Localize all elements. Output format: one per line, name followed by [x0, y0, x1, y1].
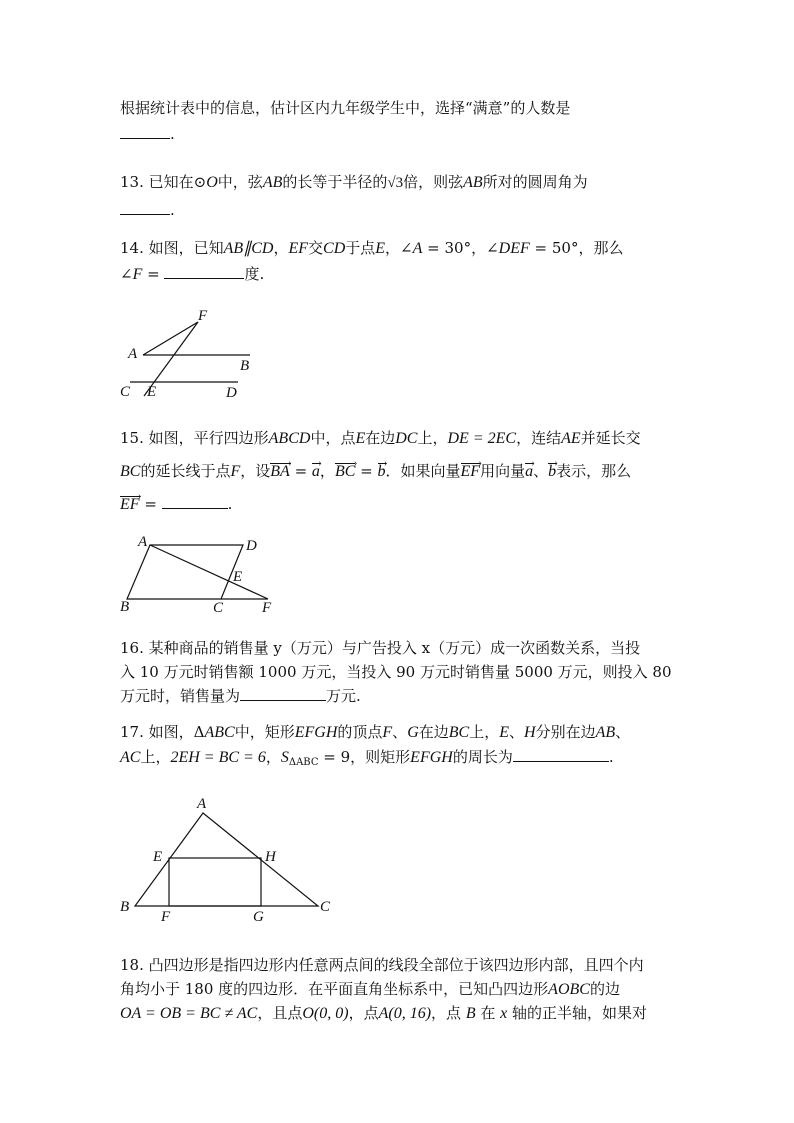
fig15-label-C: C	[213, 600, 224, 616]
p14-text: 交	[308, 239, 324, 257]
p15-text: 的延长线于点	[140, 462, 231, 480]
p16-text: 入 10 万元时销售额 1000 万元，当投入 90 万元时销售量 5000 万元，则投入 80	[120, 663, 672, 681]
p17-area-symbol: S	[280, 749, 289, 766]
p15-text: 上，	[417, 429, 448, 447]
p17-text: ，则矩形	[350, 748, 411, 766]
p17-text: 的周长为	[452, 748, 513, 766]
fig17-rectangle-EFGH	[169, 858, 261, 906]
p18-point-A: A(0, 16)	[378, 1005, 432, 1022]
p17-period: .	[608, 748, 614, 766]
p15-text: 表示，那么	[556, 462, 632, 480]
fig14-label-E: E	[147, 384, 157, 400]
p13-text: 中，弦	[217, 173, 263, 191]
p15-eq: =	[355, 462, 378, 480]
p14-eq: =	[142, 265, 165, 283]
p15-equation: DE = 2EC	[447, 430, 517, 447]
p17-text: 中，矩形	[234, 723, 295, 741]
p15-text: 用向量	[480, 462, 526, 480]
p18-text: 的边	[589, 980, 620, 998]
p14-unit: 度.	[244, 265, 265, 283]
p17-number: 17.	[120, 723, 144, 741]
p17-text: 上，	[469, 723, 500, 741]
p13-period: .	[170, 201, 175, 219]
p17-var-G: G	[407, 724, 419, 741]
p13-text: 倍，则弦	[403, 173, 464, 191]
p17-text: 分别在边	[535, 723, 596, 741]
p17-var-F: F	[382, 724, 393, 741]
p17-var-ABC: ABC	[204, 724, 235, 741]
p14-var-A: A	[412, 240, 423, 257]
p15-text: 如图，平行四边形	[148, 429, 269, 447]
p15-text: ．如果向量	[385, 462, 461, 480]
fig14-label-C: C	[120, 384, 131, 400]
p15-var-DC: DC	[395, 430, 418, 447]
fig17-label-B: B	[120, 899, 130, 915]
p12-text: 根据统计表中的信息，估计区内九年级学生中，选择“满意”的人数是	[120, 99, 571, 117]
p14-text: 如图，已知	[148, 239, 224, 257]
p15-text: ，设	[240, 462, 271, 480]
sqrt-three: √3	[387, 175, 404, 191]
p15-vector-b: b ›	[378, 462, 386, 482]
p17-text: 如图，Δ	[148, 723, 205, 741]
p18-equation: OA = OB = BC ≠ AC	[120, 1005, 258, 1022]
p14-text: = 50°，那么	[529, 239, 624, 257]
fig15-label-A: A	[138, 534, 148, 550]
p18-text: 轴的正半轴，如果对	[507, 1004, 648, 1022]
p13-text: 的长等于半径的	[282, 173, 388, 191]
figure-17	[120, 796, 331, 925]
fig17-label-H: H	[265, 849, 276, 865]
p18-point-O: O(0, 0)	[302, 1005, 349, 1022]
p17-text: 、	[615, 723, 631, 741]
p15-number: 15.	[120, 429, 144, 447]
p14-text: = 30°，∠	[422, 239, 499, 257]
p17-text: 、	[509, 723, 525, 741]
p15-text: ，	[319, 462, 335, 480]
p14-angle-sign: ∠	[120, 265, 133, 283]
p14-var-F: F	[132, 266, 143, 283]
p17-text: 在边	[418, 723, 449, 741]
p18-text: 18. 凸四边形是指四边形内任意两点间的线段全部位于该四边形内部，且四个内	[120, 956, 644, 974]
figure-15	[120, 534, 272, 616]
p15-text: ，连结	[516, 429, 562, 447]
p15-eq: =	[139, 495, 162, 513]
p17-area-value: = 9	[318, 748, 351, 766]
circle-symbol-icon: ⊙	[193, 173, 207, 191]
p17-equation: 2EH = BC = 6	[170, 749, 266, 766]
fig17-label-G: G	[253, 909, 264, 925]
fig14-label-F: F	[198, 308, 208, 324]
p18-var-B: B	[465, 1005, 476, 1022]
fig15-label-F: F	[262, 600, 272, 616]
p15-var-ABCD: ABCD	[268, 430, 311, 447]
p17-var-H: H	[524, 724, 536, 741]
p17-text: 、	[392, 723, 408, 741]
p17-var-EFGH: EFGH	[294, 724, 338, 741]
fig15-parallelogram	[127, 545, 243, 599]
p17-var-AB: AB	[595, 724, 616, 741]
p15-var-AE: AE	[561, 430, 581, 447]
p14-var-E: E	[375, 240, 386, 257]
p15-var-F: F	[230, 463, 241, 480]
p16-text: 万元.	[326, 687, 361, 705]
p17-var-AC: AC	[120, 749, 141, 766]
p16-text: 16. 某种商品的销售量 y（万元）与广告投入 x（万元）成一次函数关系，当投	[120, 639, 641, 657]
fig14-line-AF	[143, 322, 198, 355]
p15-var-E: E	[355, 430, 366, 447]
p17-area-subscript: ΔABC	[288, 757, 319, 768]
p14-var-EF: EF	[288, 240, 308, 257]
p17-text: 上，	[140, 748, 171, 766]
p14-parallel-condition: AB∥CD	[223, 240, 274, 257]
p13-var-AB: AB	[262, 174, 283, 191]
p15-vector-BA: BA ›	[270, 462, 290, 482]
p17-var-BC: BC	[448, 724, 470, 741]
p13-text: 所对的圆周角为	[482, 173, 588, 191]
fig17-label-E: E	[153, 849, 163, 865]
p17-var-EFGH: EFGH	[410, 749, 453, 766]
p18-text: ，且点	[257, 1004, 303, 1022]
p15-vector-EF: EF ›	[120, 495, 140, 515]
p18-text: ，点	[348, 1004, 379, 1022]
fig17-label-A: A	[197, 796, 207, 812]
p15-vector-EF: EF ›	[461, 462, 481, 482]
p18-text: 角均小于 180 度的四边形．在平面直角坐标系中，已知凸四边形	[120, 980, 549, 998]
p14-var-CD: CD	[323, 240, 346, 257]
p18-text: ，点	[431, 1004, 466, 1022]
p15-vector-b: b ›	[548, 462, 556, 482]
p15-text: 在边	[365, 429, 396, 447]
p15-var-BC: BC	[120, 463, 141, 480]
fig14-label-B: B	[240, 358, 250, 374]
p15-text: 中，点	[310, 429, 356, 447]
p14-text: ，	[273, 239, 289, 257]
p15-vector-a: a ›	[525, 462, 533, 482]
p14-text: ，∠	[385, 239, 413, 257]
fig15-label-B: B	[120, 599, 130, 615]
p18-text: 在	[475, 1004, 501, 1022]
p14-text: 于点	[345, 239, 376, 257]
p13-var-O: O	[206, 174, 218, 191]
p13-var-AB: AB	[463, 174, 483, 191]
figure-14	[120, 308, 250, 401]
p13-text: 已知在	[148, 173, 194, 191]
p15-text: 、	[533, 462, 549, 480]
p18-var-AOBC: AOBC	[548, 981, 590, 998]
fig17-triangle-ABC	[135, 813, 318, 906]
p15-text: 并延长交	[580, 429, 641, 447]
p15-vector-a: a ›	[312, 462, 320, 482]
fig15-label-E: E	[233, 569, 243, 585]
fig17-label-F: F	[161, 909, 171, 925]
p15-eq: =	[289, 462, 312, 480]
p17-text: ，	[265, 748, 281, 766]
p16-text: 万元时，销售量为	[120, 687, 241, 705]
fig17-label-C: C	[320, 899, 331, 915]
p12-period: .	[170, 125, 175, 143]
p14-var-DEF: DEF	[498, 240, 530, 257]
p17-var-E: E	[499, 724, 510, 741]
fig14-label-D: D	[226, 385, 237, 401]
fig14-label-A: A	[128, 346, 138, 362]
p18-var-x: x	[500, 1005, 508, 1022]
fig15-label-D: D	[246, 538, 257, 554]
p13-number: 13.	[120, 173, 144, 191]
p17-text: 的顶点	[337, 723, 383, 741]
p15-vector-BC: BC ›	[335, 462, 355, 482]
p14-number: 14.	[120, 239, 144, 257]
p15-period: .	[227, 495, 233, 513]
